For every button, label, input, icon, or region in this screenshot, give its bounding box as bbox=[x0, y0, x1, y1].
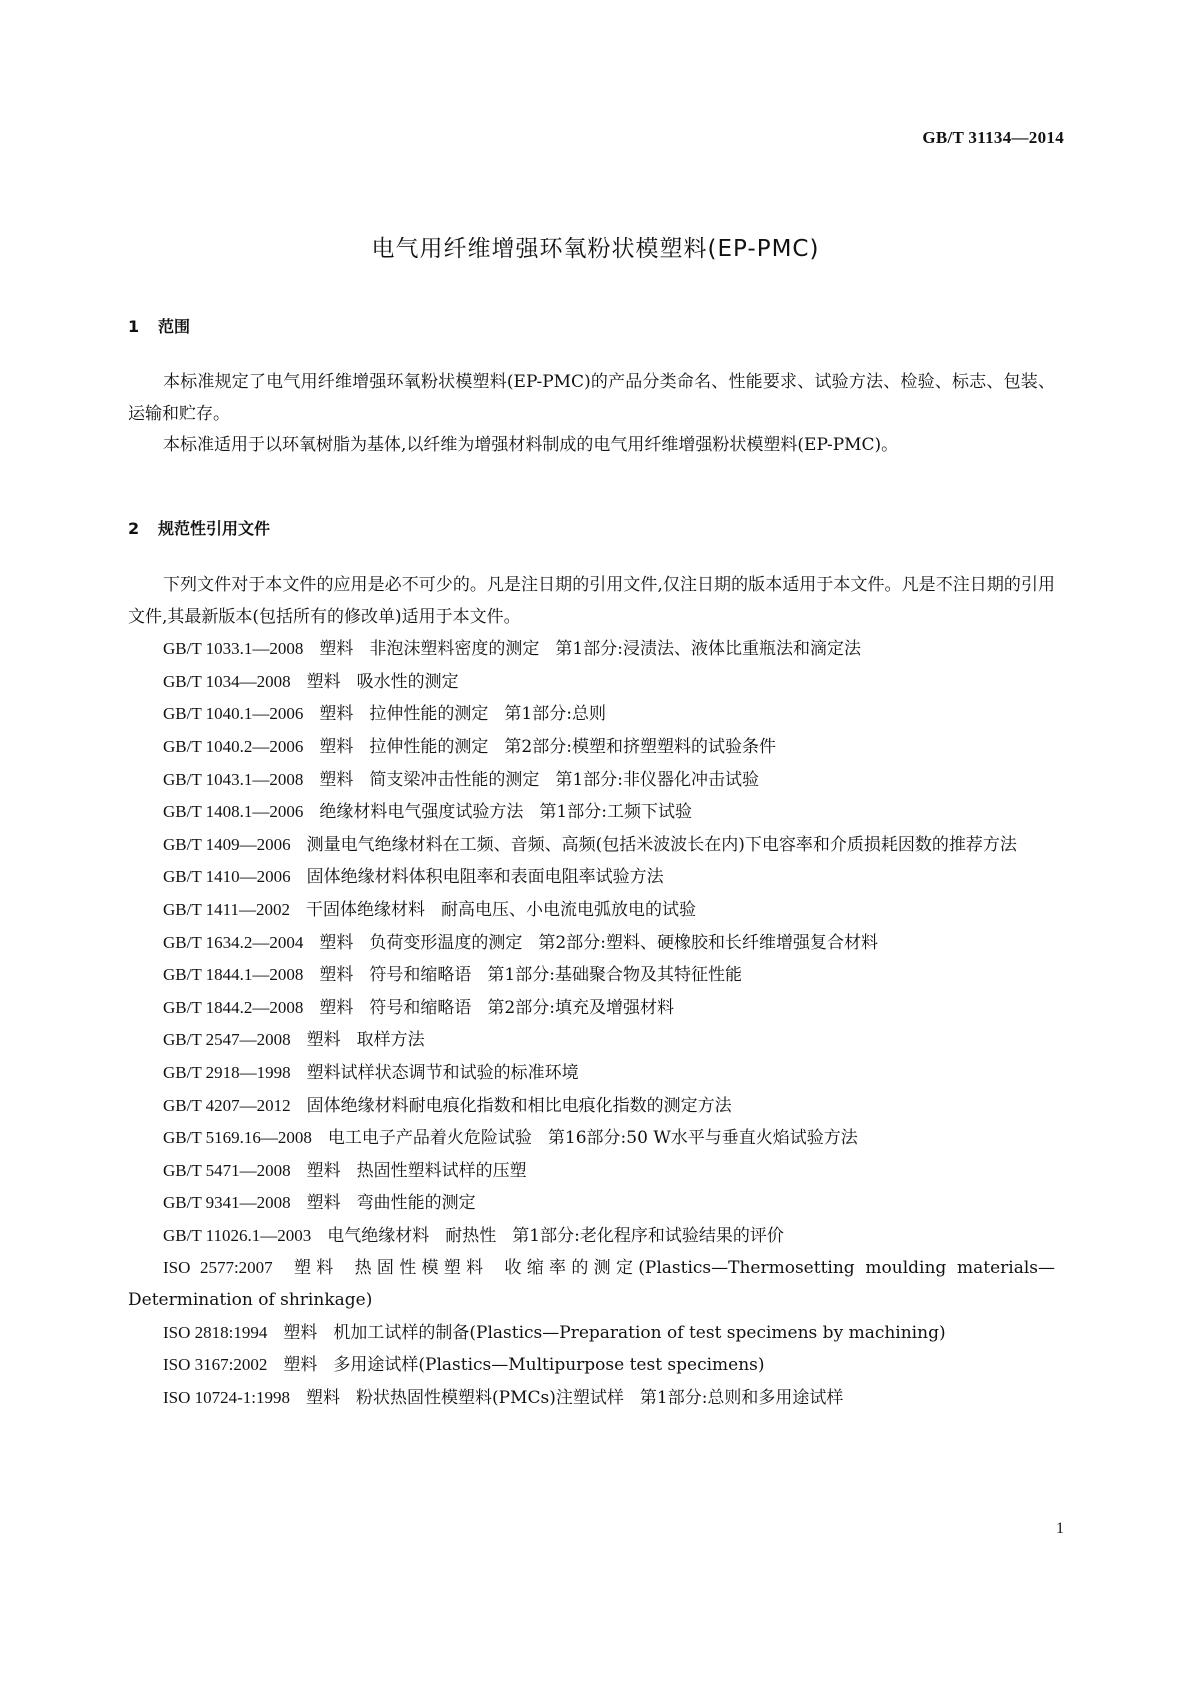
reference-title-part: 第16部分:50 W水平与垂直火焰试验方法 bbox=[547, 1128, 858, 1149]
reference-title-part: 耐高电压、小电流电弧放电的试验 bbox=[441, 899, 697, 920]
reference-code: GB/T 1040.1—2006 bbox=[163, 704, 304, 724]
reference-item bbox=[128, 666, 1055, 699]
reference-title-part: 塑料 bbox=[319, 997, 354, 1018]
reference-code: ISO 10724-1:1998 bbox=[163, 1387, 291, 1407]
reference-item bbox=[128, 959, 1055, 992]
reference-code: GB/T 4207—2012 bbox=[163, 1095, 291, 1115]
reference-item bbox=[128, 1024, 1055, 1057]
reference-code: GB/T 1844.1—2008 bbox=[163, 965, 304, 985]
reference-list bbox=[128, 633, 1055, 1414]
intro-paragraph: 下列文件对于本文件的应用是必不可少的。凡是注日期的引用文件,仅注日期的版本适用于本文件。凡是不注日期的引用文件,其最新版本(包括所有的修改单)适用于本文件。 bbox=[128, 575, 1055, 627]
reference-title-part: 拉伸性能的测定 bbox=[369, 736, 489, 757]
reference-code: GB/T 1844.2—2008 bbox=[163, 997, 304, 1017]
reference-title-part: 第1部分:基础聚合物及其特征性能 bbox=[487, 965, 742, 986]
reference-code: GB/T 1411—2002 bbox=[163, 899, 291, 919]
standard-code: GB/T 31134—2014 bbox=[922, 128, 1064, 147]
reference-code: GB/T 1033.1—2008 bbox=[163, 639, 304, 659]
reference-item bbox=[128, 829, 1055, 862]
reference-code: GB/T 1409—2006 bbox=[163, 834, 291, 854]
reference-title-part: 吸水性的测定 bbox=[356, 671, 459, 692]
reference-item bbox=[128, 1090, 1055, 1123]
section-2-body bbox=[128, 570, 1055, 1414]
reference-code: ISO 2577:2007 bbox=[163, 1258, 273, 1278]
reference-title-part: 测量电气绝缘材料在工频、音频、高频(包括米波波长在内)下电容率和介质损耗因数的推荐方法 bbox=[306, 834, 1017, 855]
reference-code: GB/T 11026.1—2003 bbox=[163, 1225, 312, 1245]
reference-title-part: 塑料 bbox=[319, 704, 354, 725]
reference-item bbox=[128, 1349, 1055, 1382]
reference-title-part: 符号和缩略语 bbox=[369, 997, 472, 1018]
reference-item bbox=[128, 1155, 1055, 1188]
reference-item bbox=[128, 633, 1055, 666]
reference-title-part: 塑料 bbox=[288, 1258, 339, 1279]
reference-title-part: 塑料 bbox=[306, 1387, 341, 1408]
reference-item bbox=[128, 698, 1055, 731]
reference-item bbox=[128, 1187, 1055, 1220]
reference-title-part: 负荷变形温度的测定 bbox=[369, 932, 523, 953]
reference-code: GB/T 1043.1—2008 bbox=[163, 769, 304, 789]
reference-item bbox=[128, 1057, 1055, 1090]
reference-code: GB/T 1410—2006 bbox=[163, 867, 291, 887]
reference-code: GB/T 1034—2008 bbox=[163, 671, 291, 691]
paragraph: 本标准适用于以环氧树脂为基体,以纤维为增强材料制成的电气用纤维增强粉状模塑料(EP-PMC)。 bbox=[163, 435, 899, 456]
reference-code: GB/T 9341—2008 bbox=[163, 1193, 291, 1213]
reference-title-part: 机加工试样的制备(Plastics—Preparation of test specimens by machining) bbox=[333, 1322, 946, 1343]
reference-title-part: 弯曲性能的测定 bbox=[356, 1193, 476, 1214]
reference-item bbox=[128, 894, 1055, 927]
section-number: 2 bbox=[128, 519, 140, 538]
reference-item bbox=[128, 992, 1055, 1025]
reference-title-part: 收缩率的测定(Plastics—Thermosetting moulding materials—Determination of shrinkage) bbox=[128, 1258, 1055, 1311]
reference-item bbox=[128, 1220, 1055, 1253]
section-1-body bbox=[128, 367, 1055, 462]
reference-title-part: 塑料 bbox=[319, 932, 354, 953]
reference-title-part: 第1部分:工频下试验 bbox=[539, 802, 692, 823]
reference-title-part: 塑料 bbox=[306, 1160, 341, 1181]
reference-title-part: 塑料 bbox=[319, 769, 354, 790]
reference-code: GB/T 5471—2008 bbox=[163, 1160, 291, 1180]
reference-title-part: 第1部分:浸渍法、液体比重瓶法和滴定法 bbox=[555, 639, 861, 660]
reference-item bbox=[128, 927, 1055, 960]
section-number: 1 bbox=[128, 317, 140, 336]
reference-title-part: 简支梁冲击性能的测定 bbox=[369, 769, 540, 790]
reference-title-part: 第2部分:填充及增强材料 bbox=[487, 997, 674, 1018]
reference-title-part: 塑料 bbox=[306, 671, 341, 692]
section-2-heading bbox=[128, 516, 270, 539]
reference-item bbox=[128, 731, 1055, 764]
reference-code: GB/T 1408.1—2006 bbox=[163, 802, 304, 822]
reference-title-part: 多用途试样(Plastics—Multipurpose test specimens) bbox=[333, 1355, 765, 1376]
reference-title-part: 热固性塑料试样的压塑 bbox=[356, 1160, 527, 1181]
reference-title-part: 热固性模塑料 bbox=[354, 1258, 489, 1279]
reference-code: ISO 3167:2002 bbox=[163, 1355, 268, 1375]
reference-title-part: 第2部分:模塑和挤塑塑料的试验条件 bbox=[504, 736, 776, 757]
reference-title-part: 塑料 bbox=[283, 1322, 318, 1343]
section-title: 规范性引用文件 bbox=[158, 519, 271, 538]
reference-title-part: 第1部分:总则 bbox=[504, 704, 606, 725]
reference-title-part: 塑料 bbox=[319, 639, 354, 660]
reference-code: GB/T 5169.16—2008 bbox=[163, 1128, 312, 1148]
reference-item bbox=[128, 1382, 1055, 1415]
reference-title-part: 取样方法 bbox=[356, 1030, 425, 1051]
reference-code: GB/T 2547—2008 bbox=[163, 1030, 291, 1050]
reference-title-part: 第2部分:塑料、硬橡胶和长纤维增强复合材料 bbox=[538, 932, 878, 953]
document-title: 电气用纤维增强环氧粉状模塑料(EP-PMC) bbox=[371, 236, 820, 262]
reference-title-part: 塑料 bbox=[283, 1355, 318, 1376]
reference-title-part: 塑料 bbox=[319, 965, 354, 986]
reference-title-part: 粉状热固性模塑料(PMCs)注塑试样 bbox=[356, 1387, 624, 1408]
reference-code: ISO 2818:1994 bbox=[163, 1322, 268, 1342]
reference-title-part: 干固体绝缘材料 bbox=[306, 899, 426, 920]
reference-title-part: 第1部分:总则和多用途试样 bbox=[639, 1387, 844, 1408]
reference-title-part: 非泡沫塑料密度的测定 bbox=[369, 639, 540, 660]
reference-title-part: 第1部分:非仪器化冲击试验 bbox=[555, 769, 759, 790]
reference-item bbox=[128, 861, 1055, 894]
reference-item bbox=[128, 764, 1055, 797]
section-title: 范围 bbox=[158, 317, 191, 336]
reference-title-part: 塑料 bbox=[306, 1193, 341, 1214]
reference-title-part: 塑料 bbox=[319, 736, 354, 757]
reference-code: GB/T 2918—1998 bbox=[163, 1062, 291, 1082]
reference-item bbox=[128, 1252, 1055, 1316]
section-1-heading bbox=[128, 314, 190, 337]
page-number: 1 bbox=[1056, 1520, 1064, 1537]
reference-title-part: 塑料 bbox=[306, 1030, 341, 1051]
reference-title-part: 固体绝缘材料体积电阻率和表面电阻率试验方法 bbox=[306, 867, 664, 888]
reference-item bbox=[128, 1317, 1055, 1350]
reference-item bbox=[128, 1122, 1055, 1155]
reference-item bbox=[128, 796, 1055, 829]
reference-title-part: 固体绝缘材料耐电痕化指数和相比电痕化指数的测定方法 bbox=[306, 1095, 732, 1116]
reference-title-part: 第1部分:老化程序和试验结果的评价 bbox=[512, 1225, 784, 1246]
paragraph: 本标准规定了电气用纤维增强环氧粉状模塑料(EP-PMC)的产品分类命名、性能要求、试验方法、检验、标志、包装、运输和贮存。 bbox=[128, 372, 1055, 424]
reference-title-part: 耐热性 bbox=[445, 1225, 497, 1246]
reference-title-part: 绝缘材料电气强度试验方法 bbox=[319, 802, 524, 823]
reference-title-part: 拉伸性能的测定 bbox=[369, 704, 489, 725]
reference-title-part: 符号和缩略语 bbox=[369, 965, 472, 986]
reference-title-part: 电气绝缘材料 bbox=[327, 1225, 430, 1246]
reference-code: GB/T 1040.2—2006 bbox=[163, 736, 304, 756]
reference-title-part: 电工电子产品着火危险试验 bbox=[327, 1128, 532, 1149]
reference-code: GB/T 1634.2—2004 bbox=[163, 932, 304, 952]
reference-title-part: 塑料试样状态调节和试验的标准环境 bbox=[306, 1062, 579, 1083]
